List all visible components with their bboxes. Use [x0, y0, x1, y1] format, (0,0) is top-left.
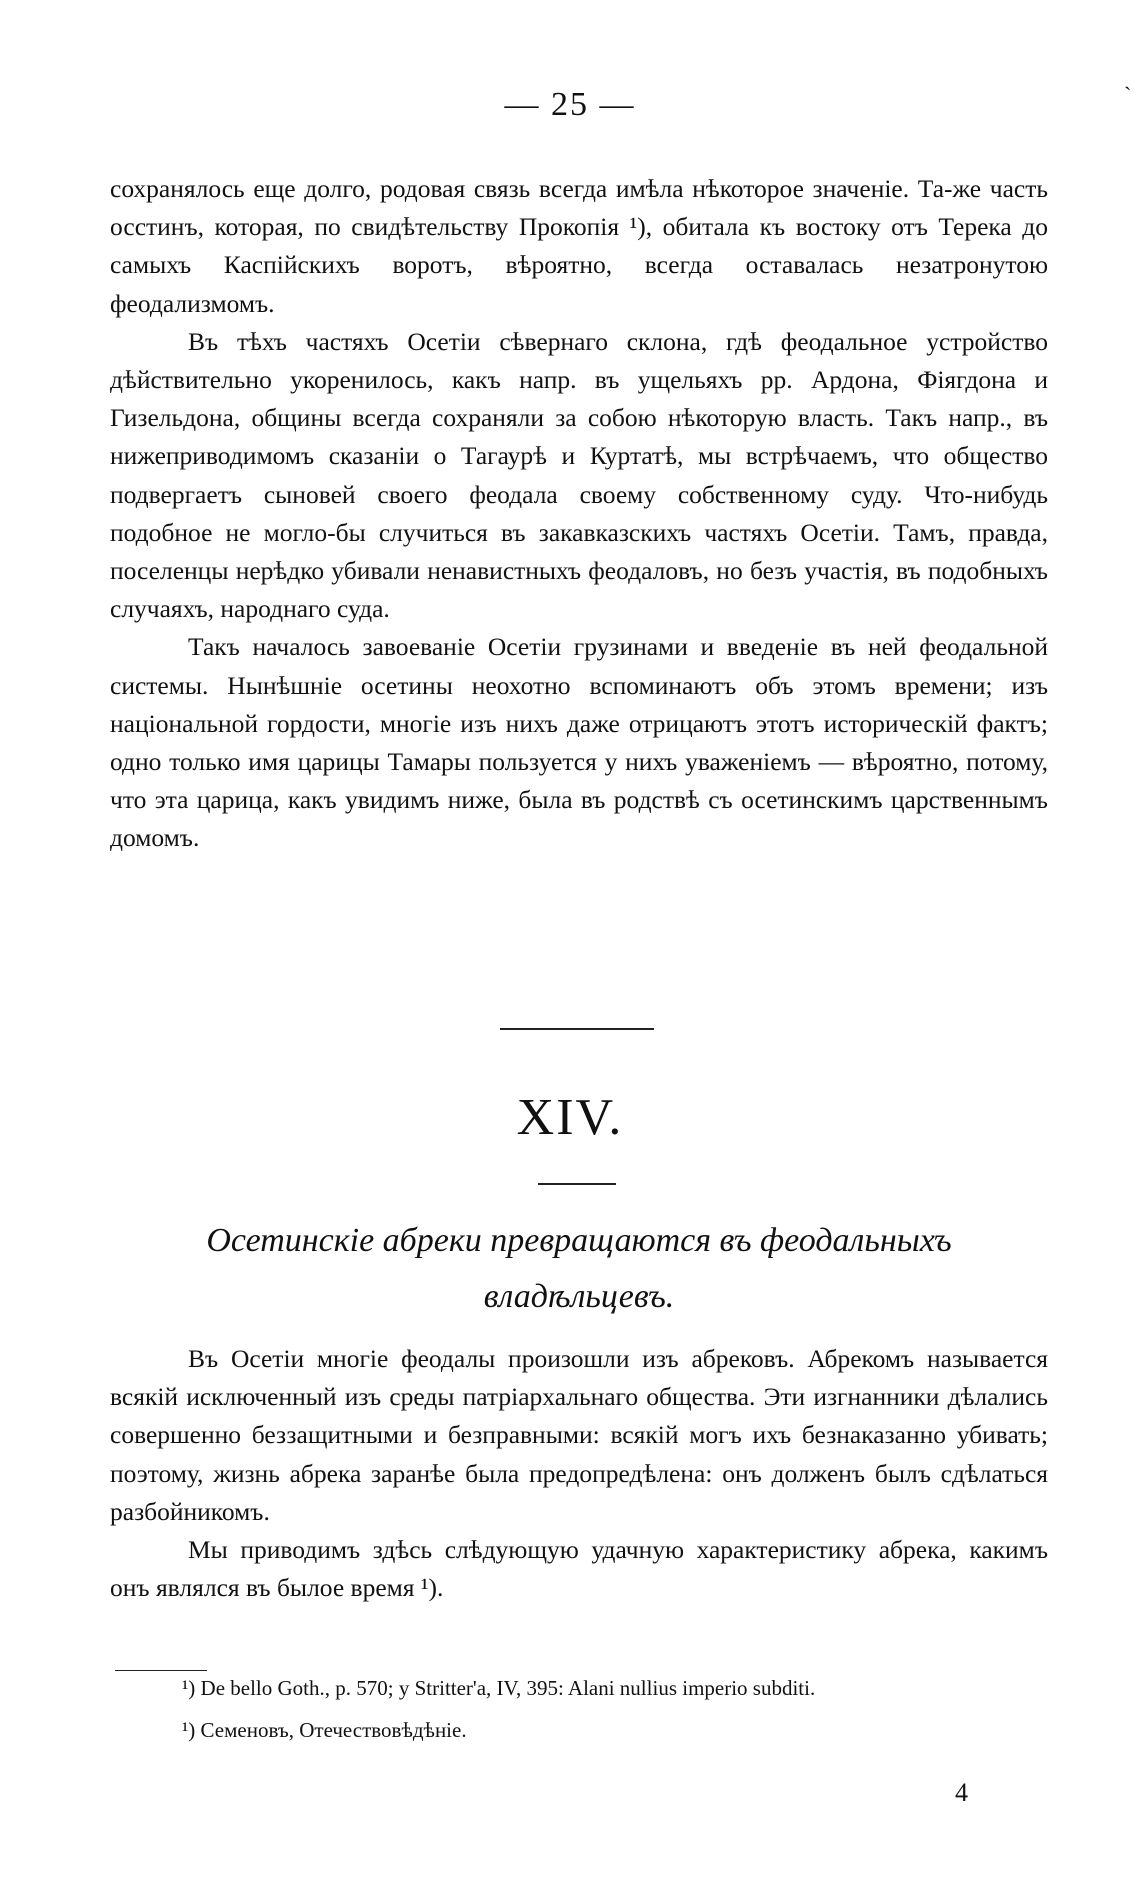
chapter-divider [538, 1183, 616, 1185]
chapter-number: XIV. [516, 1089, 624, 1146]
footnote-divider [115, 1670, 207, 1671]
page-number: — 25 — [504, 86, 636, 123]
section-one-text [110, 170, 1048, 858]
paragraph-continuation: сохранялось еще долго, родовая связь всегда имѣла нѣкоторое значенiе. Та-же часть осстинъ, которая, по свидѣтельству Прокопiя ¹), обитала къ востоку отъ Терека до самыхъ Каспiйскихъ воротъ, вѣроятно, всегда оставалась незатронутою феодализмомъ. [110, 174, 1048, 318]
section-divider [500, 1028, 654, 1030]
paragraph: Въ Осетiи многiе феодалы произошли изъ абрековъ. Абрекомъ называется всякiй исключенный изъ среды патрiархальнаго общества. Эти изгнанники дѣлались совершенно беззащитными и безправными: всякiй могъ ихъ безнаказанно убивать; поэтому, жизнь абрека заранѣе была предопредѣлена: онъ долженъ былъ сдѣлаться разбойникомъ. [110, 1344, 1048, 1526]
chapter-title: Осетинскiе абреки превращаются въ феодальныхъ владѣльцевъ. [206, 1222, 952, 1315]
corner-mark: ` [1124, 82, 1132, 107]
paragraph: Въ тѣхъ частяхъ Осетiи сѣвернаго склона, гдѣ феодальное устройство дѣйствительно укоренилось, какъ напр. въ ущельяхъ рр. Ардона, Фiягдона и Гизельдона, общины всегда сохраняли за собою нѣкоторую власть. Такъ напр., въ нижеприводимомъ сказанiи о Тагаурѣ и Куртатѣ, мы встрѣчаемъ, что общество подвергаетъ сыновей своего феодала своему собственному суду. Что-нибудь подобное не могло-бы случиться въ закавказскихъ частяхъ Осетiи. Тамъ, правда, поселенцы нерѣдко убивали ненавистныхъ феодаловъ, но безъ участiя, въ подобныхъ случаяхъ, народнаго суда. [110, 326, 1048, 624]
signature-mark: 4 [955, 1778, 968, 1807]
paragraph: Такъ началось завоеванiе Осетiи грузинами и введенiе въ ней феодальной системы. Нынѣшнiе осетины неохотно вспоминаютъ объ этомъ времени; изъ нацiональной гордости, многiе изъ нихъ даже отрицаютъ этотъ историческiй фактъ; одно только имя царицы Тамары пользуется у нихъ уваженiемъ — вѣроятно, потому, что эта царица, какъ увидимъ ниже, была въ родствѣ съ осетинскимъ царственнымъ домомъ. [110, 632, 1048, 853]
footnotes [110, 1672, 1048, 1746]
paragraph: Мы приводимъ здѣсь слѣдующую удачную характеристику абрека, какимъ онъ являлся въ былое время ¹). [110, 1535, 1048, 1603]
footnote: ¹) Семеновъ, Отечествовѣдѣнiе. [182, 1718, 467, 1742]
footnote: ¹) De bello Goth., p. 570; у Stritter'а, IV, 395: Alani nullius imperio subditi. [182, 1676, 816, 1700]
section-two-text [110, 1340, 1048, 1607]
